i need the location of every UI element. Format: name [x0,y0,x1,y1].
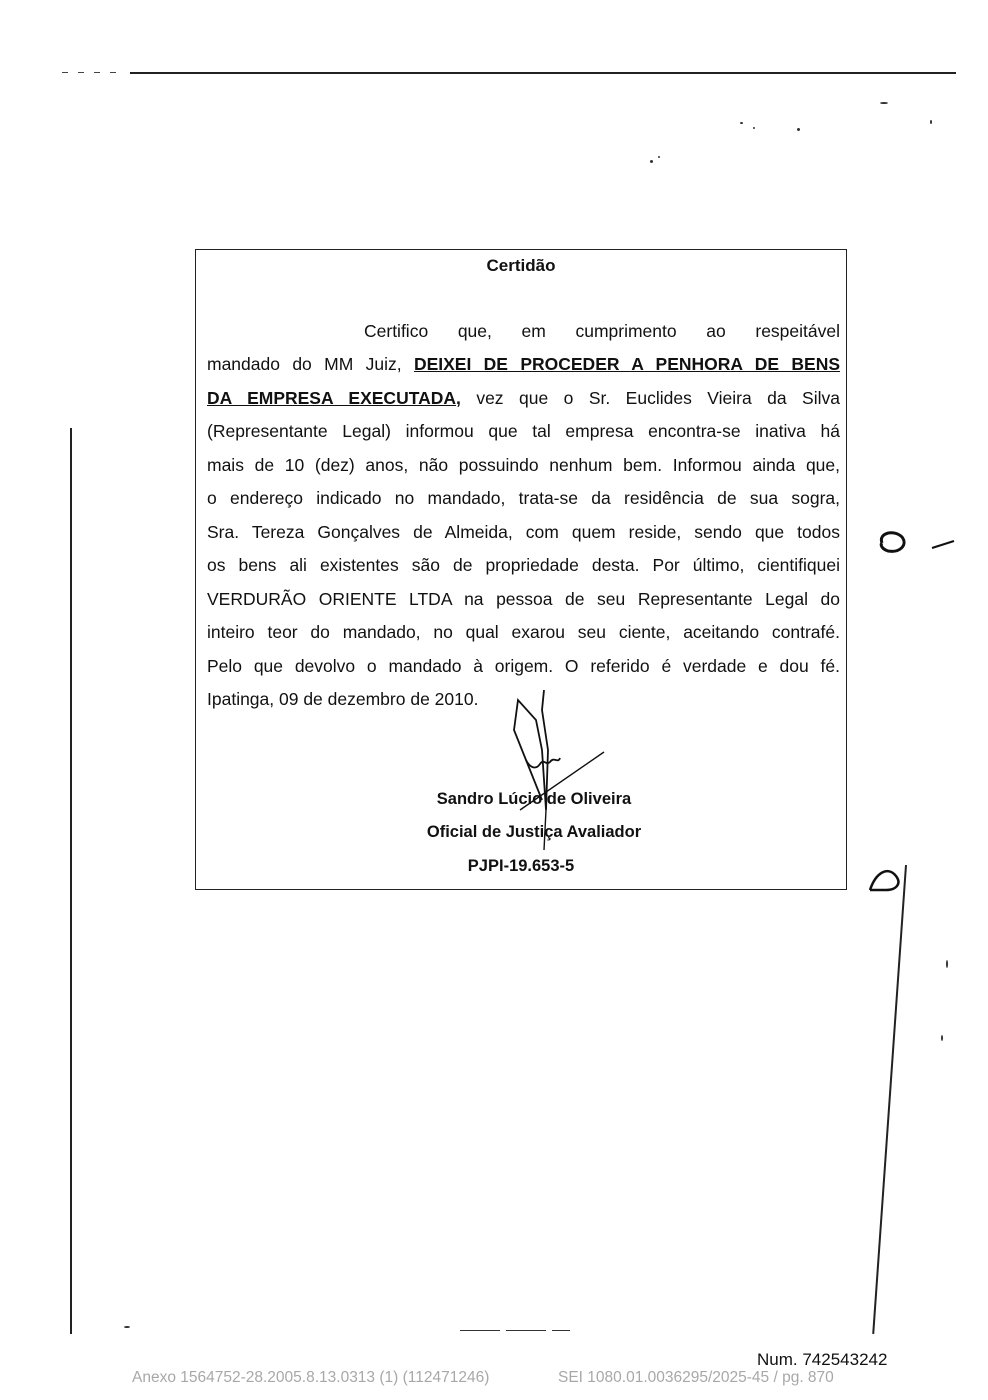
signer-name: Sandro Lúcio de Oliveira [436,790,632,808]
left-margin-line [70,428,72,1334]
body-text: mandado do MM Juiz, [207,354,414,374]
scan-speck [650,160,653,163]
certificate-title: Certidão [486,256,556,275]
signer-id: PJPI-19.653-5 [467,857,575,875]
footer-sei-reference: SEI 1080.01.0036295/2025-45 / pg. 870 [558,1369,834,1386]
scan-speck [797,128,800,131]
body-line [207,353,840,375]
emphasized-text: DEIXEI DE PROCEDER A PENHORA DE BENS [413,354,841,374]
right-margin-line [872,865,907,1334]
body-line: Certifico que, em cumprimento ao respeitável [364,321,840,341]
scan-speck [946,960,948,968]
circle-mark-icon [866,862,906,896]
body-line: o endereço indicado no mandado, trata-se da residência de sua sogra, [207,488,840,508]
body-line: Ipatinga, 09 de dezembro de 2010. [207,689,479,709]
footer-annex-reference: Anexo 1564752-28.2005.8.13.0313 (1) (112471246) [132,1369,490,1386]
body-line: Sra. Tereza Gonçalves de Almeida, com quem reside, sendo que todos [207,522,840,542]
body-line: Pelo que devolvo o mandado à origem. O referido é verdade e dou fé. [207,656,840,676]
bottom-rule [460,1330,570,1331]
body-line: mais de 10 (dez) anos, não possuindo nenhum bem. Informou ainda que, [207,455,840,475]
scan-speck [658,156,660,158]
scan-speck [753,127,755,129]
page-number: Num. 742543242 [757,1350,888,1369]
body-line [207,387,840,409]
body-line: VERDURÃO ORIENTE LTDA na pessoa de seu Representante Legal do [207,589,840,609]
scan-speck [880,102,888,104]
top-rule [130,72,956,74]
scan-speck [930,120,932,124]
scan-speck [941,1035,943,1041]
top-rule-dash [62,72,122,73]
circle-mark-icon [872,523,962,563]
scan-speck [124,1326,130,1328]
body-line: os bens ali existentes são de propriedade desta. Por último, cientifiquei [207,555,840,575]
body-line: inteiro teor do mandado, no qual exarou seu ciente, aceitando contrafé. [207,622,840,642]
body-text: vez que o Sr. Euclides Vieira da Silva [460,388,840,408]
signer-role: Oficial de Justiça Avaliador [426,823,642,841]
scan-speck [740,122,743,124]
certificate-box [195,249,847,890]
emphasized-text: DA EMPRESA EXECUTADA, [207,388,461,408]
body-line: (Representante Legal) informou que tal empresa encontra-se inativa há [207,421,840,441]
